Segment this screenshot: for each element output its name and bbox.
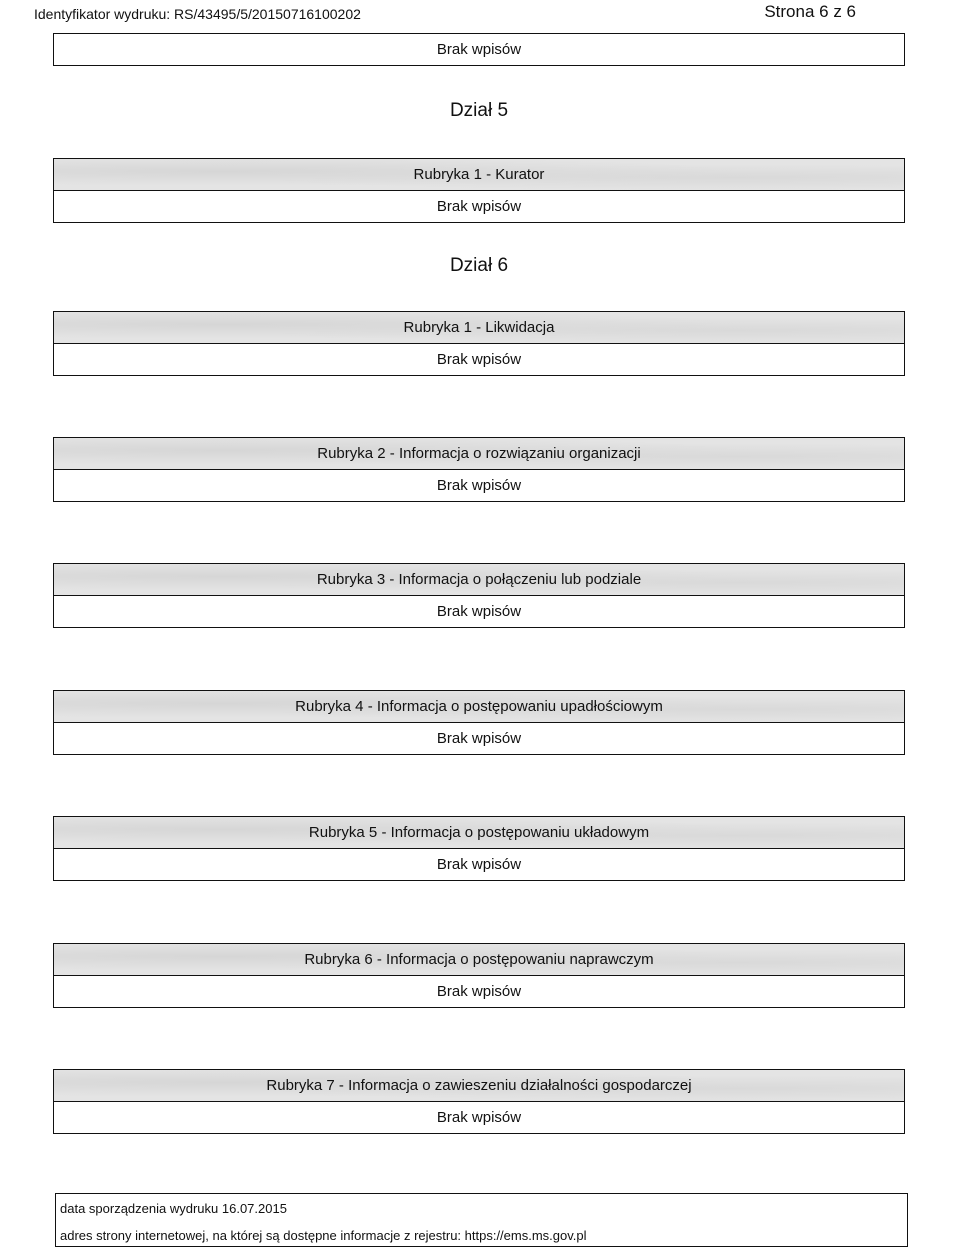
rubryka-box-d5-1: [53, 158, 905, 223]
entry-value: Brak wpisów: [436, 856, 522, 873]
rubryka-box-d6-4: [53, 690, 905, 755]
rubryka-title: Rubryka 4 - Informacja o postępowaniu upadłościowym: [54, 691, 904, 723]
rubryka-box-d6-6: [53, 943, 905, 1008]
entry-value: Brak wpisów: [436, 41, 522, 58]
print-identifier: Identyfikator wydruku: RS/43495/5/20150716100202: [34, 6, 361, 22]
entry-value: Brak wpisów: [436, 603, 522, 620]
rubryka-box-d6-2: [53, 437, 905, 502]
rubryka-title: Rubryka 5 - Informacja o postępowaniu układowym: [54, 817, 904, 849]
print-footer: [55, 1193, 908, 1247]
page-number: Strona 6 z 6: [764, 2, 856, 21]
print-date: data sporządzenia wydruku 16.07.2015: [60, 1201, 287, 1216]
section-title-dzial-5: Dział 5: [449, 100, 509, 121]
rubryka-box-d6-3: [53, 563, 905, 628]
entry-value: Brak wpisów: [436, 983, 522, 1000]
section-title-dzial-6: Dział 6: [449, 255, 509, 276]
rubryka-box-d6-1: [53, 311, 905, 376]
entry-value: Brak wpisów: [436, 730, 522, 747]
rubryka-title: Rubryka 7 - Informacja o zawieszeniu działalności gospodarczej: [54, 1070, 904, 1102]
rubryka-title: Rubryka 2 - Informacja o rozwiązaniu organizacji: [54, 438, 904, 470]
entry-value: Brak wpisów: [436, 1109, 522, 1126]
rubryka-title: Rubryka 1 - Likwidacja: [54, 312, 904, 344]
rubryka-box-d6-7: [53, 1069, 905, 1134]
rubryka-title: Rubryka 1 - Kurator: [54, 159, 904, 191]
rubryka-box-d6-5: [53, 816, 905, 881]
entry-value: Brak wpisów: [436, 477, 522, 494]
rubryka-title: Rubryka 6 - Informacja o postępowaniu naprawczym: [54, 944, 904, 976]
entry-value: Brak wpisów: [436, 351, 522, 368]
previous-section-box: [53, 33, 905, 66]
rubryka-title: Rubryka 3 - Informacja o połączeniu lub podziale: [54, 564, 904, 596]
registry-url: adres strony internetowej, na której są dostępne informacje z rejestru: https://ems.ms.gov.pl: [60, 1228, 587, 1243]
entry-value: Brak wpisów: [436, 198, 522, 215]
